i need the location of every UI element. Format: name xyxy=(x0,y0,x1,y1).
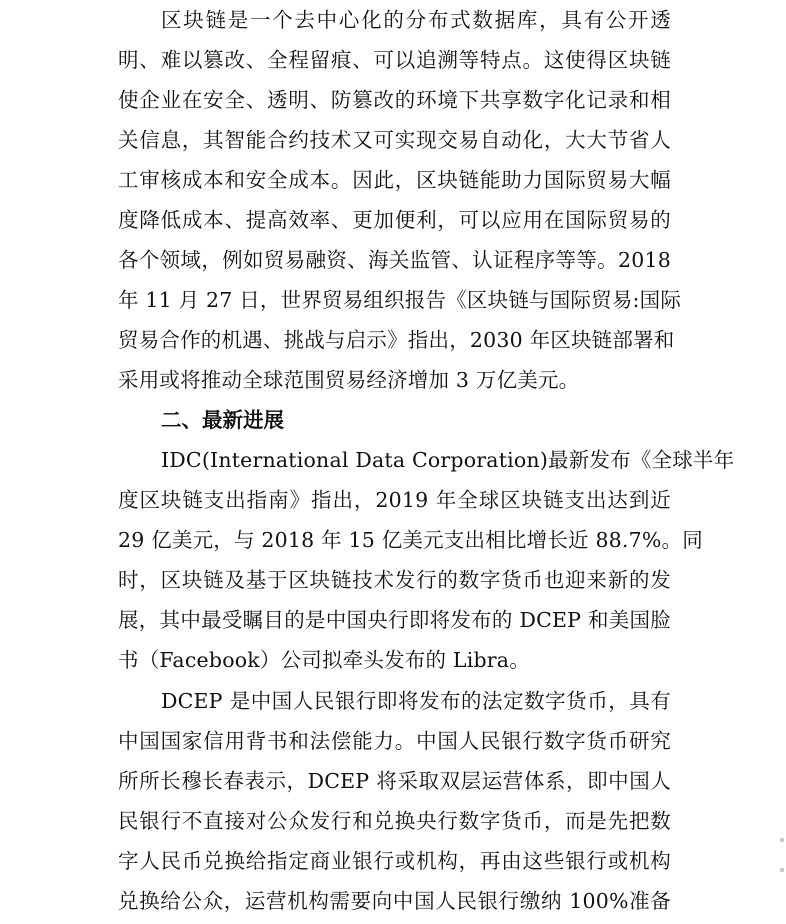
paragraph-1-line-3: 使企业在安全、透明、防篡改的环境下共享数字化记录和相 xyxy=(118,88,671,112)
paragraph-3-line-4: 民银行不直接对公众发行和兑换央行数字货币，而是先把数 xyxy=(118,809,671,833)
paragraph-1-line-2: 明、难以篡改、全程留痕、可以追溯等特点。这使得区块链 xyxy=(118,48,671,72)
paragraph-2-line-5: 展，其中最受瞩目的是中国央行即将发布的 DCEP 和美国脸 xyxy=(118,608,671,632)
paragraph-2-line-4: 时，区块链及基于区块链技术发行的数字货币也迎来新的发 xyxy=(118,568,671,592)
paragraph-1-line-4: 关信息，其智能合约技术又可实现交易自动化，大大节省人 xyxy=(118,128,671,152)
section-heading: 二、最新进展 xyxy=(161,408,284,432)
scan-mark xyxy=(780,838,784,842)
paragraph-3-line-1: DCEP 是中国人民银行即将发布的法定数字货币，具有 xyxy=(161,689,671,713)
paragraph-3-line-2: 中国国家信用背书和法偿能力。中国人民银行数字货币研究 xyxy=(118,729,671,753)
paragraph-2-line-1: IDC(International Data Corporation)最新发布《全球半年 xyxy=(161,448,735,472)
paragraph-1-line-9: 贸易合作的机遇、挑战与启示》指出，2030 年区块链部署和 xyxy=(118,328,675,352)
paragraph-1-line-8: 年 11 月 27 日，世界贸易组织报告《区块链与国际贸易:国际 xyxy=(118,288,682,312)
paragraph-2-line-3: 29 亿美元，与 2018 年 15 亿美元支出相比增长近 88.7%。同 xyxy=(118,528,703,552)
paragraph-2-line-2: 度区块链支出指南》指出，2019 年全球区块链支出达到近 xyxy=(118,488,671,512)
paragraph-1-line-10: 采用或将推动全球范围贸易经济增加 3 万亿美元。 xyxy=(118,368,580,392)
scan-mark xyxy=(780,868,784,872)
paragraph-1-line-5: 工审核成本和安全成本。因此，区块链能助力国际贸易大幅 xyxy=(118,168,671,192)
paragraph-3-line-5: 字人民币兑换给指定商业银行或机构，再由这些银行或机构 xyxy=(118,849,671,873)
paragraph-1-line-1: 区块链是一个去中心化的分布式数据库，具有公开透 xyxy=(161,8,671,32)
paragraph-1-line-6: 度降低成本、提高效率、更加便利，可以应用在国际贸易的 xyxy=(118,208,671,232)
paragraph-3-line-3: 所所长穆长春表示，DCEP 将采取双层运营体系，即中国人 xyxy=(118,769,671,793)
paragraph-3-line-6: 兑换给公众，运营机构需要向中国人民银行缴纳 100%准备 xyxy=(118,889,671,913)
paragraph-2-line-6: 书（Facebook）公司拟牵头发布的 Libra。 xyxy=(118,648,530,672)
paragraph-1-line-7: 各个领域，例如贸易融资、海关监管、认证程序等等。2018 xyxy=(118,248,671,272)
